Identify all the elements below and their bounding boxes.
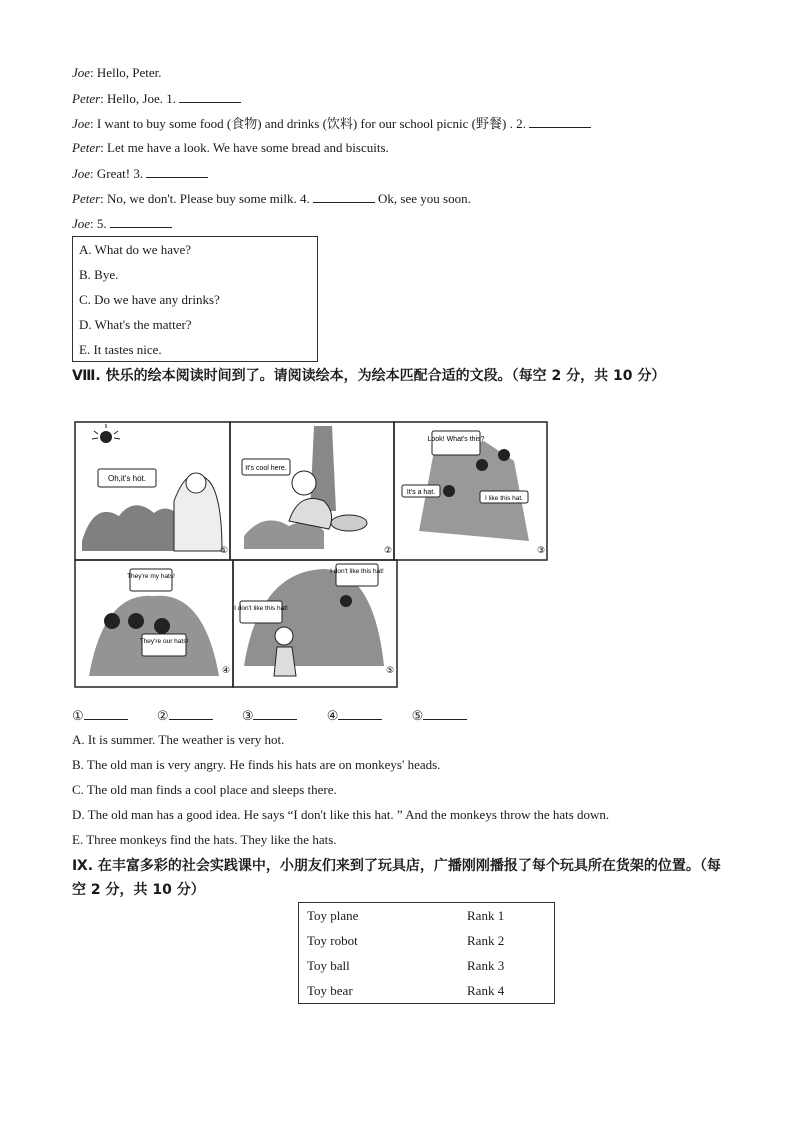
speaker: Peter xyxy=(72,140,101,155)
old-man xyxy=(275,627,293,645)
section-8-heading: Ⅷ. 快乐的绘本阅读时间到了。请阅读绘本，为绘本匹配合适的文段。（每空 2 分，共 10 分） xyxy=(72,368,666,384)
picture-answer-2[interactable]: ② xyxy=(157,707,213,724)
text-option-a: A. It is summer. The weather is very hot. xyxy=(72,732,285,747)
bubble-text: I like this hat. xyxy=(485,495,523,502)
monkey xyxy=(476,459,488,471)
bubble-text: I don't like this hat! xyxy=(330,568,384,575)
panel-2 xyxy=(242,426,392,556)
old-man xyxy=(292,471,316,495)
bubble-text: Look! What's this? xyxy=(427,436,485,443)
panel-number: ④ xyxy=(222,666,231,676)
bubble-text: They're our hats! xyxy=(139,638,189,645)
option-a: A. What do we have? xyxy=(79,242,192,257)
dialogue-line-1: Joe: Hello, Peter. xyxy=(72,65,162,80)
monkey xyxy=(340,595,352,607)
picture-book-comic xyxy=(74,421,549,689)
line-text: No, we don't. Please buy some milk. 4. xyxy=(107,191,310,206)
line-text: Hello, Peter. xyxy=(96,65,162,80)
line-text: 5. xyxy=(96,216,107,231)
monkey xyxy=(498,449,510,461)
panel-3 xyxy=(402,431,545,556)
options-box xyxy=(72,236,318,362)
option-e: E. It tastes nice. xyxy=(79,342,162,357)
panel-number: ② xyxy=(384,546,393,556)
monkey xyxy=(128,613,144,629)
toy-name: Toy plane xyxy=(307,908,359,923)
bushes xyxy=(82,505,184,551)
answer-blank-1[interactable] xyxy=(179,90,241,103)
speaker: Peter xyxy=(72,91,101,106)
dialogue-line-7: Joe: 5. xyxy=(72,215,172,232)
picture-answer-1[interactable]: ① xyxy=(72,707,128,724)
line-text: Let me have a look. We have some bread and biscuits. xyxy=(107,140,389,155)
dialogue-line-2: Peter: Hello, Joe. 1. xyxy=(72,90,241,107)
dialogue-line-6: Peter: No, we don't. Please buy some milk. 4. Ok, see you soon. xyxy=(72,191,471,206)
option-d: D. What's the matter? xyxy=(79,317,192,332)
answer-blank-4[interactable] xyxy=(313,190,375,203)
answer-blank-5[interactable] xyxy=(110,215,172,228)
line-text: I want to buy some food (食物) and drinks (饮料) for our school picnic (野餐) . 2. xyxy=(96,116,526,131)
bubble-text: Oh,it's hot. xyxy=(108,474,146,483)
answer-blank-3[interactable] xyxy=(146,165,208,178)
line-tail: Ok, see you soon. xyxy=(378,191,471,206)
picture-answer-3[interactable]: ③ xyxy=(242,707,298,724)
monkey xyxy=(104,613,120,629)
toy-name: Toy bear xyxy=(307,983,353,998)
speaker: Joe xyxy=(72,116,91,131)
monkey xyxy=(154,618,170,634)
speech-bubble xyxy=(432,431,480,455)
speaker: Joe xyxy=(72,65,91,80)
bubble-text: I don't like this hat! xyxy=(234,605,288,612)
line-text: Hello, Joe. 1. xyxy=(107,91,176,106)
picture-answer-5[interactable]: ⑤ xyxy=(412,707,468,724)
toy-rank: Rank 2 xyxy=(467,933,505,948)
panel-number: ① xyxy=(220,546,229,556)
toy-name: Toy ball xyxy=(307,958,350,973)
option-b: B. Bye. xyxy=(79,267,119,282)
dialogue-line-5: Joe: Great! 3. xyxy=(72,165,208,182)
dialogue-line-4: Peter: Let me have a look. We have some bread and biscuits. xyxy=(72,140,389,155)
hats xyxy=(331,515,367,531)
speaker: Joe xyxy=(72,166,91,181)
bubble-text: It's a hat. xyxy=(406,489,436,496)
toy-name: Toy robot xyxy=(307,933,358,948)
bubble-text: It's cool here. xyxy=(245,465,287,472)
sun-icon xyxy=(100,431,112,443)
panel-number: ③ xyxy=(537,546,546,556)
option-c: C. Do we have any drinks? xyxy=(79,292,220,307)
toy-rank: Rank 1 xyxy=(467,908,505,923)
panel-1 xyxy=(82,424,228,556)
dialogue-line-3: Joe: I want to buy some food (食物) and drinks (饮料) for our school picnic (野餐) . 2. xyxy=(72,115,591,132)
panel-4 xyxy=(89,569,230,676)
speaker: Joe xyxy=(72,216,91,231)
toy-rank: Rank 4 xyxy=(467,983,505,998)
bubble-text: They're my hats! xyxy=(127,573,175,580)
panel-5 xyxy=(234,564,394,676)
section-9-heading: Ⅸ. 在丰富多彩的社会实践课中，小朋友们来到了玩具店，广播刚刚播报了每个玩具所在货架的位置。（每空 2 分，共 10 分） xyxy=(72,858,721,898)
text-option-d: D. The old man has a good idea. He says “I don't like this hat. ” And the monkeys throw the hats down. xyxy=(72,807,610,822)
toy-rank: Rank 3 xyxy=(467,958,505,973)
text-option-c: C. The old man finds a cool place and sleeps there. xyxy=(72,782,337,797)
monkey xyxy=(443,485,455,497)
toy-rank-table xyxy=(298,902,555,1004)
line-text: Great! 3. xyxy=(96,166,144,181)
text-option-b: B. The old man is very angry. He finds his hats are on monkeys' heads. xyxy=(72,757,441,772)
panel-number: ⑤ xyxy=(386,666,395,676)
answer-blank-2[interactable] xyxy=(529,115,591,128)
picture-answer-row xyxy=(72,707,493,724)
text-option-e: E. Three monkeys find the hats. They like the hats. xyxy=(72,832,337,847)
picture-answer-4[interactable]: ④ xyxy=(327,707,383,724)
speaker: Peter xyxy=(72,191,101,206)
